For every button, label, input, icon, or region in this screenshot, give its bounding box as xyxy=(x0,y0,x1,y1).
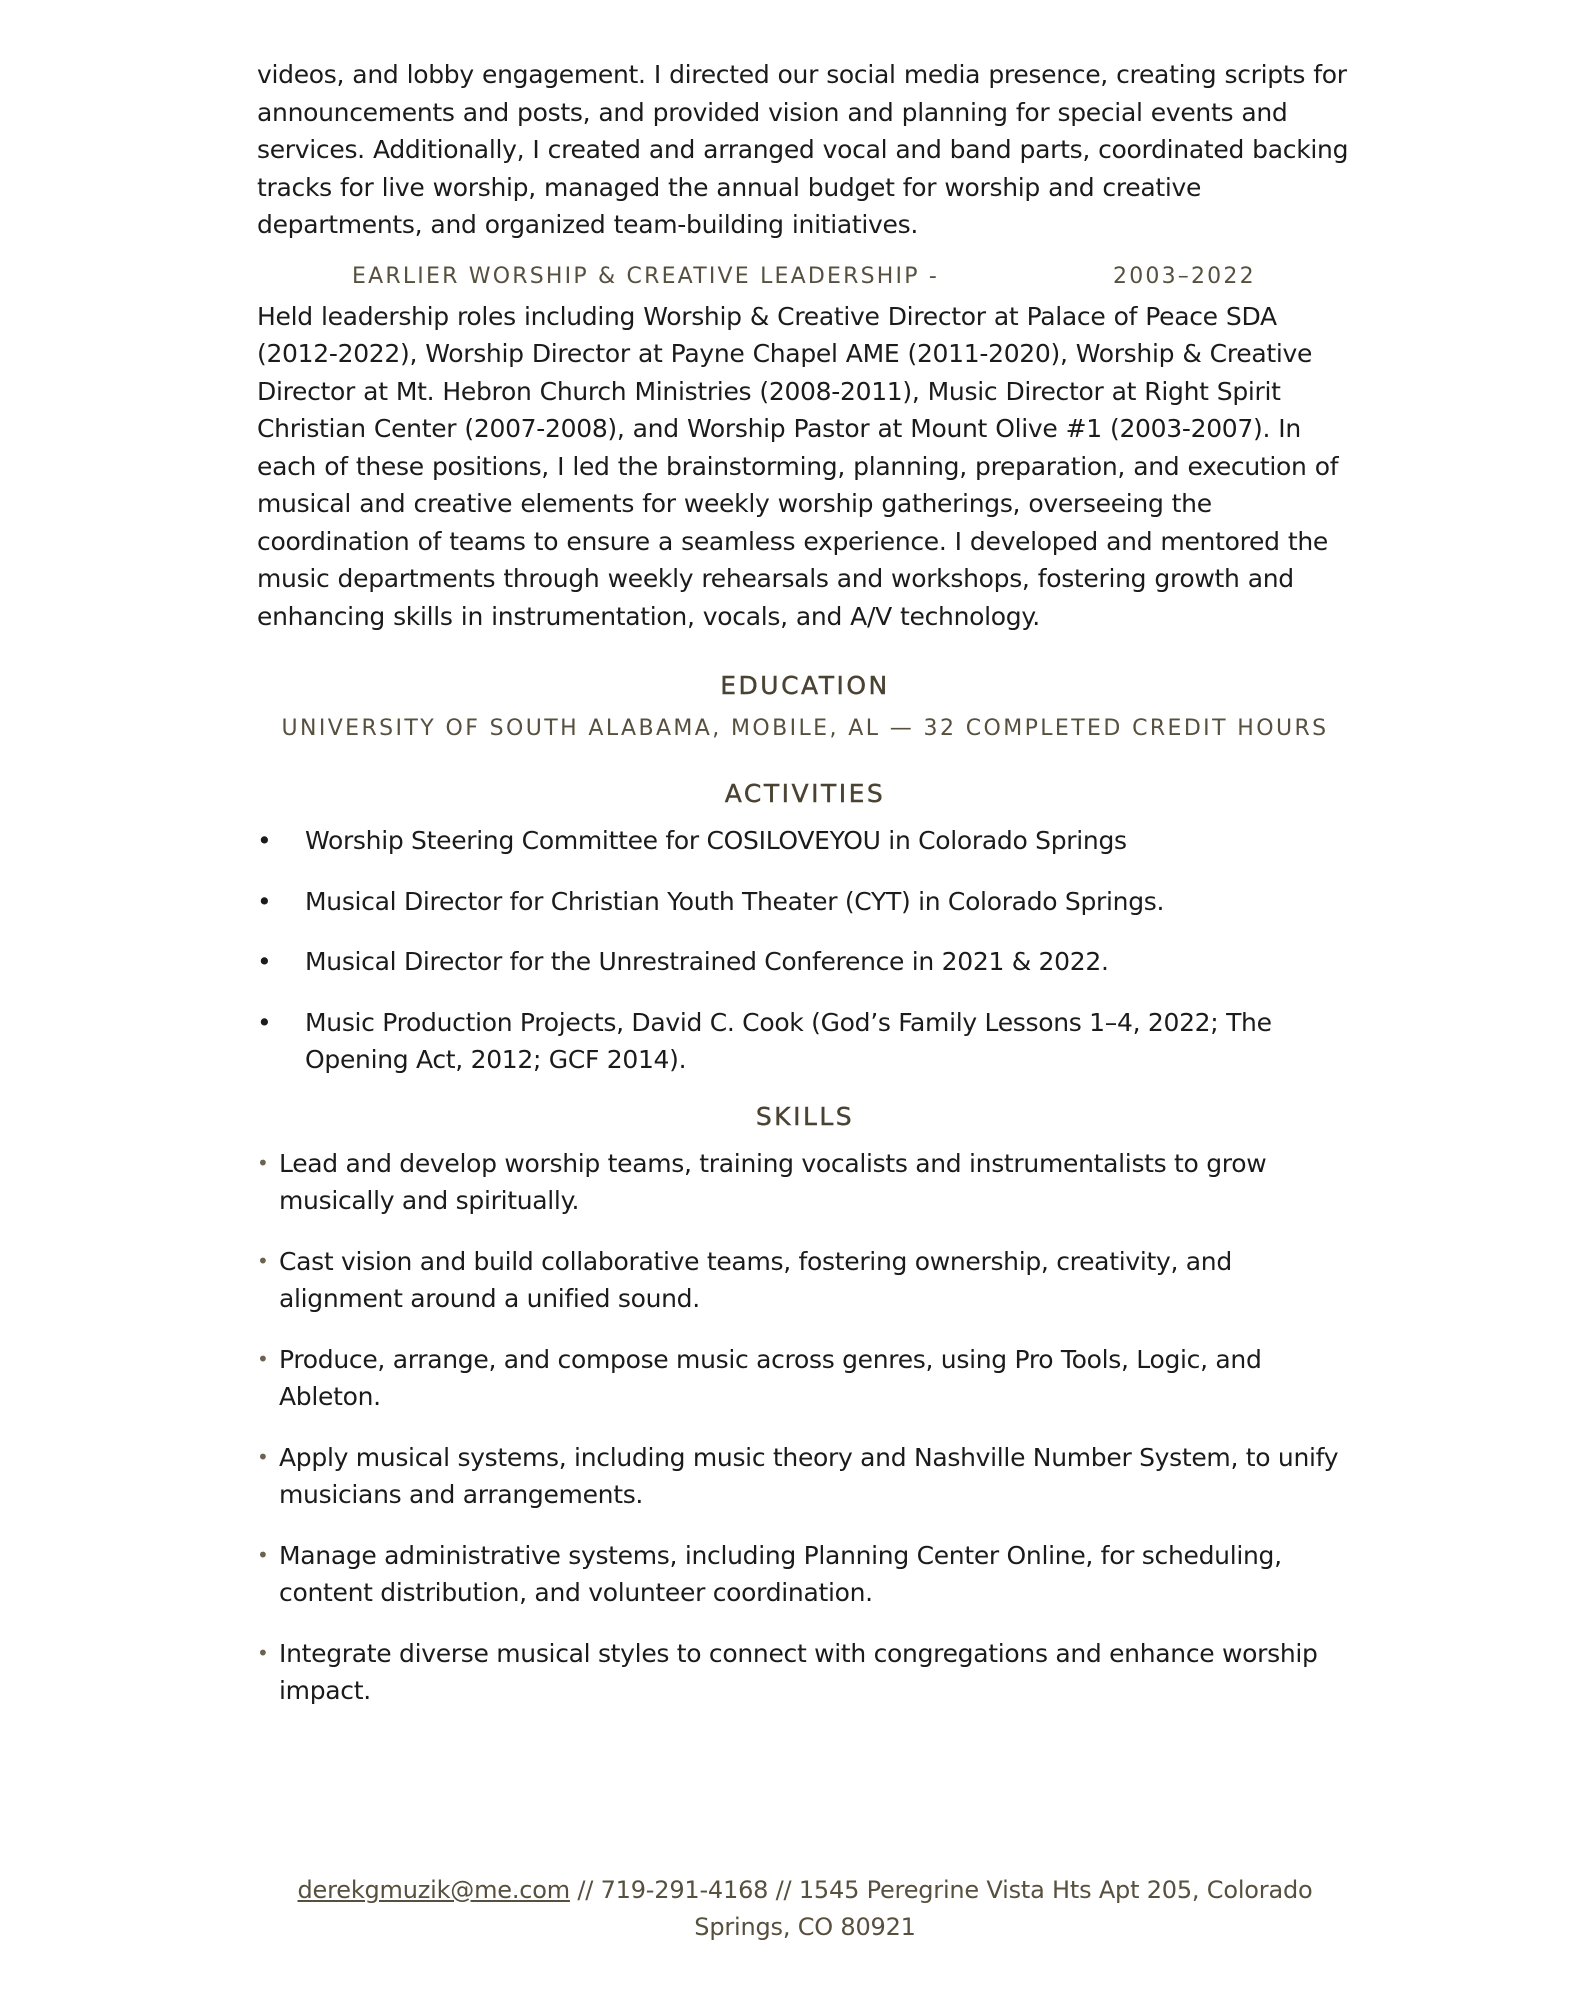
skill-item xyxy=(257,1145,1353,1220)
bullet-icon: • xyxy=(257,1444,269,1469)
bullet-icon: • xyxy=(257,886,272,916)
email-link[interactable]: derekgmuzik@me.com xyxy=(297,1876,570,1904)
skill-item xyxy=(257,1341,1353,1416)
skill-item xyxy=(257,1635,1353,1710)
earlier-role-description: Held leadership roles including Worship & Creative Director at Palace of Peace SDA (2012-2022), Worship Director at Payne Chapel AME (2011-2020), Worship & Creative Director at Mt. Hebron Church Ministries (2008-2011), Music Director at Right Spirit Christian Center (2007-2008), and Worship Pastor at Mount Olive #1 (2003-2007). In each of these positions, I led the brainstorming, planning, preparation, and execution of musical and creative elements for weekly worship gatherings, overseeing the coordination of teams to ensure a seamless experience. I developed and mentored the music departments through weekly rehearsals and workshops, fostering growth and enhancing skills in instrumentation, vocals, and A/V technology. xyxy=(257,301,1339,631)
skill-item xyxy=(257,1439,1353,1514)
activities-heading: ACTIVITIES xyxy=(724,779,886,808)
bullet-icon: • xyxy=(257,947,272,976)
skill-text: Lead and develop worship teams, training vocalists and instrumentalists to grow musically and spiritually. xyxy=(279,1148,1267,1215)
skill-text: Produce, arrange, and compose music across genres, using Pro Tools, Logic, and Ableton. xyxy=(279,1344,1262,1411)
footer-separator: // xyxy=(569,1876,601,1904)
resume-page xyxy=(257,56,1353,1733)
earlier-role-dates: 2003–2022 xyxy=(1113,263,1256,289)
activity-item xyxy=(257,943,1353,981)
footer-separator: // xyxy=(768,1876,799,1904)
bullet-icon: • xyxy=(257,1542,269,1567)
earlier-role-title: EARLIER WORSHIP & CREATIVE LEADERSHIP - xyxy=(352,263,940,289)
bullet-icon: • xyxy=(257,1007,272,1037)
skill-text: Cast vision and build collaborative teams, fostering ownership, creativity, and alignment around a unified sound. xyxy=(279,1246,1232,1313)
activity-item xyxy=(257,883,1353,921)
bullet-icon: • xyxy=(257,1150,269,1175)
activity-text: Worship Steering Committee for COSILOVEYOU in Colorado Springs xyxy=(305,826,1127,855)
bullet-icon: • xyxy=(257,826,272,855)
activity-item xyxy=(257,1004,1353,1079)
skill-item xyxy=(257,1243,1353,1318)
education-heading: EDUCATION xyxy=(720,671,890,700)
bullet-icon: • xyxy=(257,1346,269,1371)
education-entry: UNIVERSITY OF SOUTH ALABAMA, MOBILE, AL — 32 COMPLETED CREDIT HOURS xyxy=(281,716,1329,741)
activities-list xyxy=(257,822,1353,1079)
activity-text: Music Production Projects, David C. Cook (God’s Family Lessons 1–4, 2022; The Opening Act, 2012; GCF 2014). xyxy=(305,1007,1272,1074)
skill-text: Apply musical systems, including music theory and Nashville Number System, to unify musicians and arrangements. xyxy=(279,1442,1339,1509)
skills-heading: SKILLS xyxy=(755,1101,855,1131)
activity-text: Musical Director for Christian Youth Theater (CYT) in Colorado Springs. xyxy=(305,886,1165,916)
skills-list xyxy=(257,1145,1353,1710)
earlier-role-header xyxy=(257,260,1353,296)
activity-text: Musical Director for the Unrestrained Conference in 2021 & 2022. xyxy=(305,947,1109,976)
activity-item xyxy=(257,822,1353,860)
phone-number: 719-291-4168 xyxy=(600,1876,769,1904)
contact-footer xyxy=(257,1872,1353,1946)
skill-text: Integrate diverse musical styles to connect with congregations and enhance worship impact. xyxy=(279,1638,1318,1705)
bullet-icon: • xyxy=(257,1640,269,1665)
experience-continuation-text: videos, and lobby engagement. I directed our social media presence, creating scripts for announcements and posts, and provided vision and planning for special events and services. Additionally, I created and arranged vocal and band parts, coordinated backing tracks for live worship, managed the annual budget for worship and creative departments, and organized team-building initiatives. xyxy=(257,60,1349,239)
skill-text: Manage administrative systems, including Planning Center Online, for scheduling, content distribution, and volunteer coordination. xyxy=(279,1540,1282,1607)
skill-item xyxy=(257,1537,1353,1612)
mailing-address: 1545 Peregrine Vista Hts Apt 205, Colorado Springs, CO 80921 xyxy=(694,1876,1313,1941)
bullet-icon: • xyxy=(257,1248,269,1273)
